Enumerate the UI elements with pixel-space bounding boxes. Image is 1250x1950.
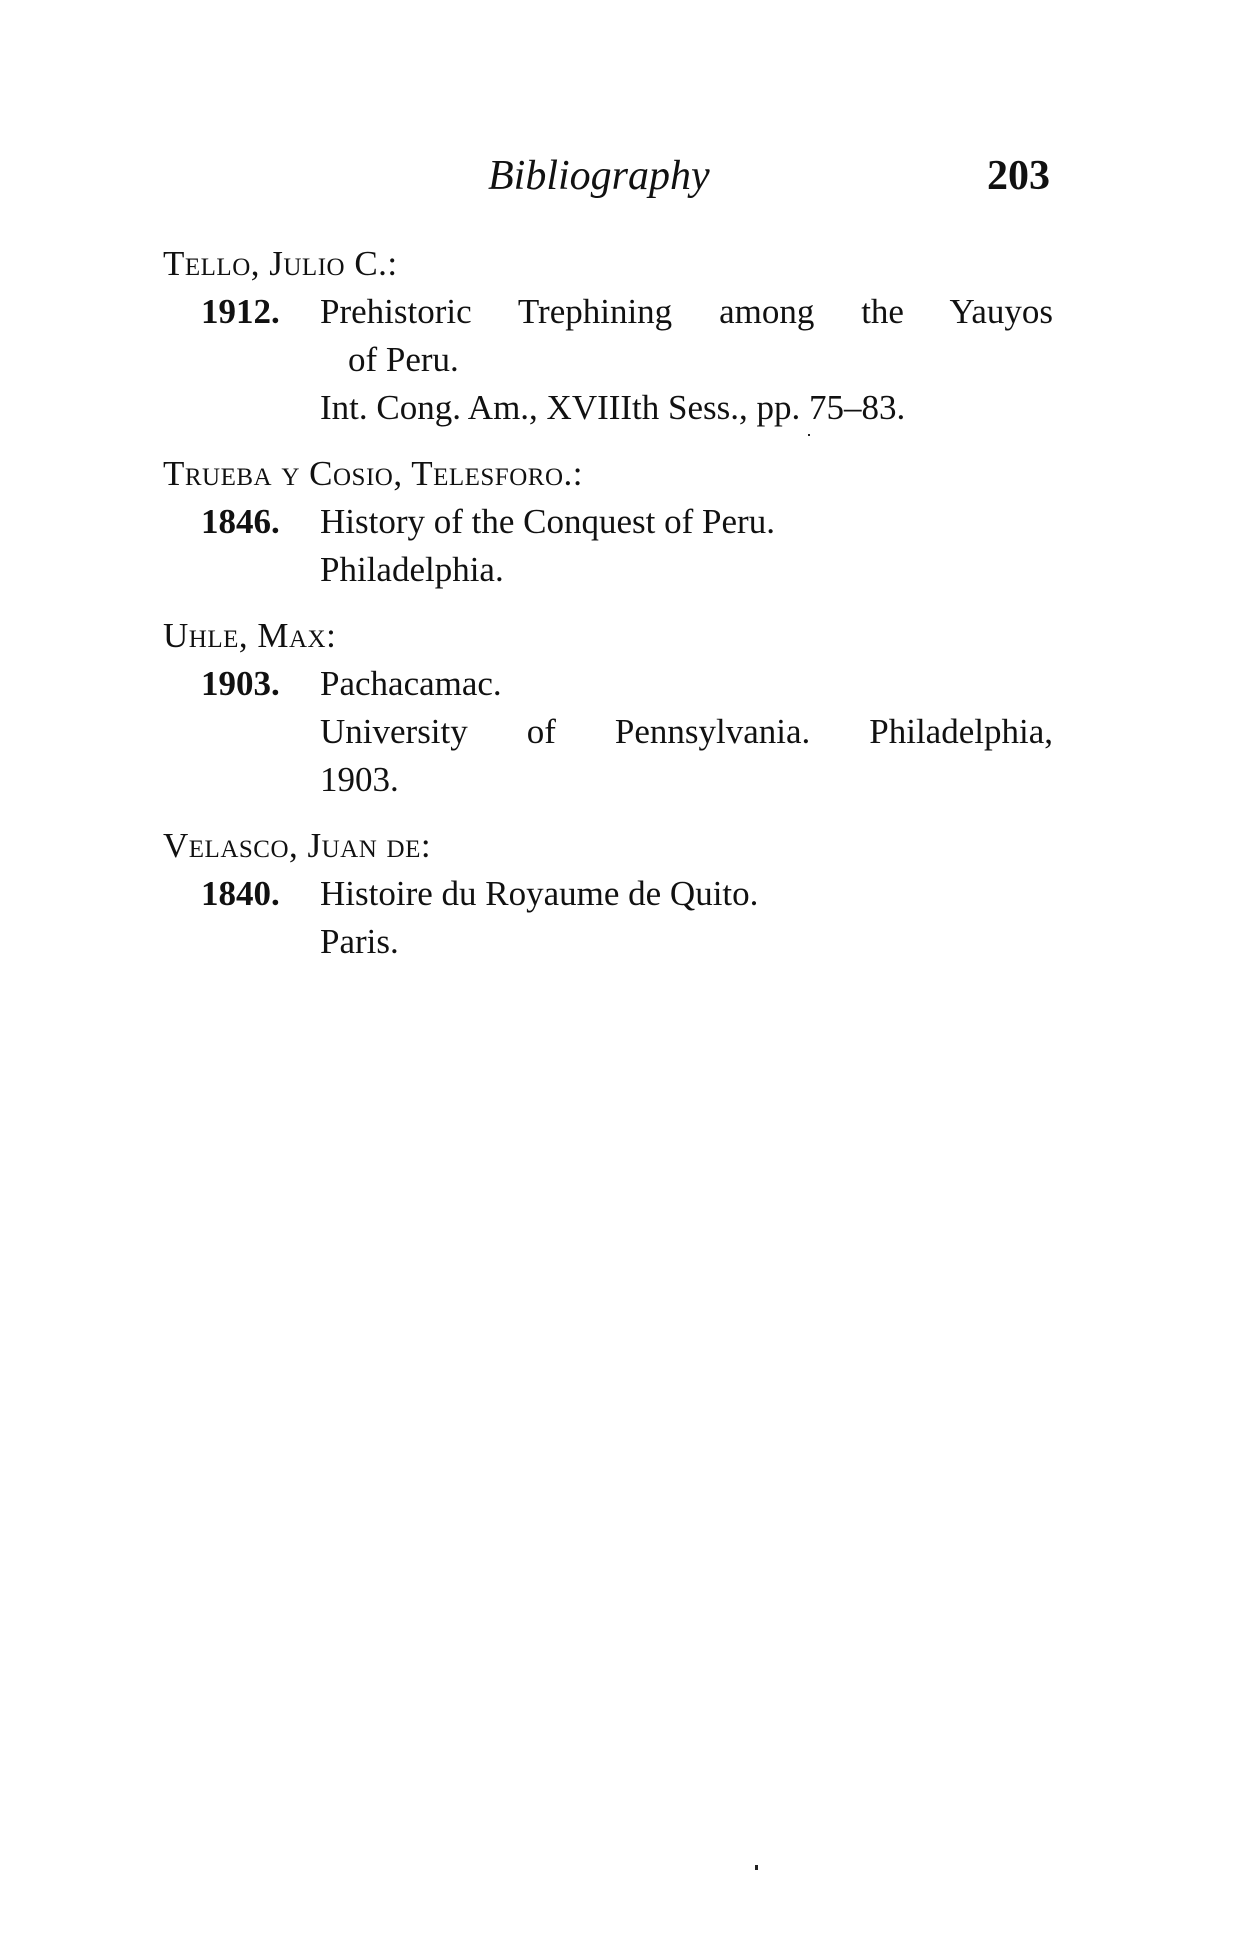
entry-work xyxy=(163,498,1053,594)
entry-publisher-line: University of Pennsylvania. Philadelphia, xyxy=(320,712,1053,751)
entry-place-line: Philadelphia. xyxy=(320,550,504,589)
page-number: 203 xyxy=(987,153,1050,199)
entry-author: Uhle, Max: xyxy=(163,616,337,655)
bibliography-entry xyxy=(163,612,1053,804)
bibliography-entry xyxy=(163,822,1053,966)
running-title: Bibliography xyxy=(488,153,710,199)
entry-date-line: 1903. xyxy=(320,760,399,799)
entry-author: Velasco, Juan de: xyxy=(163,826,432,865)
entry-title-line: of Peru. xyxy=(348,340,459,379)
entry-source-line: Int. Cong. Am., XVIIIth Sess., pp. 75–83. xyxy=(320,388,906,427)
entry-work xyxy=(163,870,1053,966)
entry-title-line: History of the Conquest of Peru. xyxy=(320,502,775,541)
bibliography-list xyxy=(163,240,1053,984)
entry-author: Tello, Julio C.: xyxy=(163,244,398,283)
bibliography-entry xyxy=(163,240,1053,432)
entry-title-line: Pachacamac. xyxy=(320,664,502,703)
scan-speck xyxy=(808,434,810,436)
entry-year: 1903. xyxy=(201,664,280,703)
running-head xyxy=(160,155,1050,215)
entry-work xyxy=(163,660,1053,804)
entry-year: 1846. xyxy=(201,502,280,541)
entry-title-line: Prehistoric Trephining among the Yauyos xyxy=(320,292,1053,331)
entry-place-line: Paris. xyxy=(320,922,399,961)
entry-year: 1912. xyxy=(201,292,280,331)
scan-speck xyxy=(755,1865,758,1870)
entry-work xyxy=(163,288,1053,432)
entry-author: Trueba y Cosio, Telesforo.: xyxy=(163,454,583,493)
bibliography-entry xyxy=(163,450,1053,594)
entry-title-line: Histoire du Royaume de Quito. xyxy=(320,874,759,913)
entry-year: 1840. xyxy=(201,874,280,913)
